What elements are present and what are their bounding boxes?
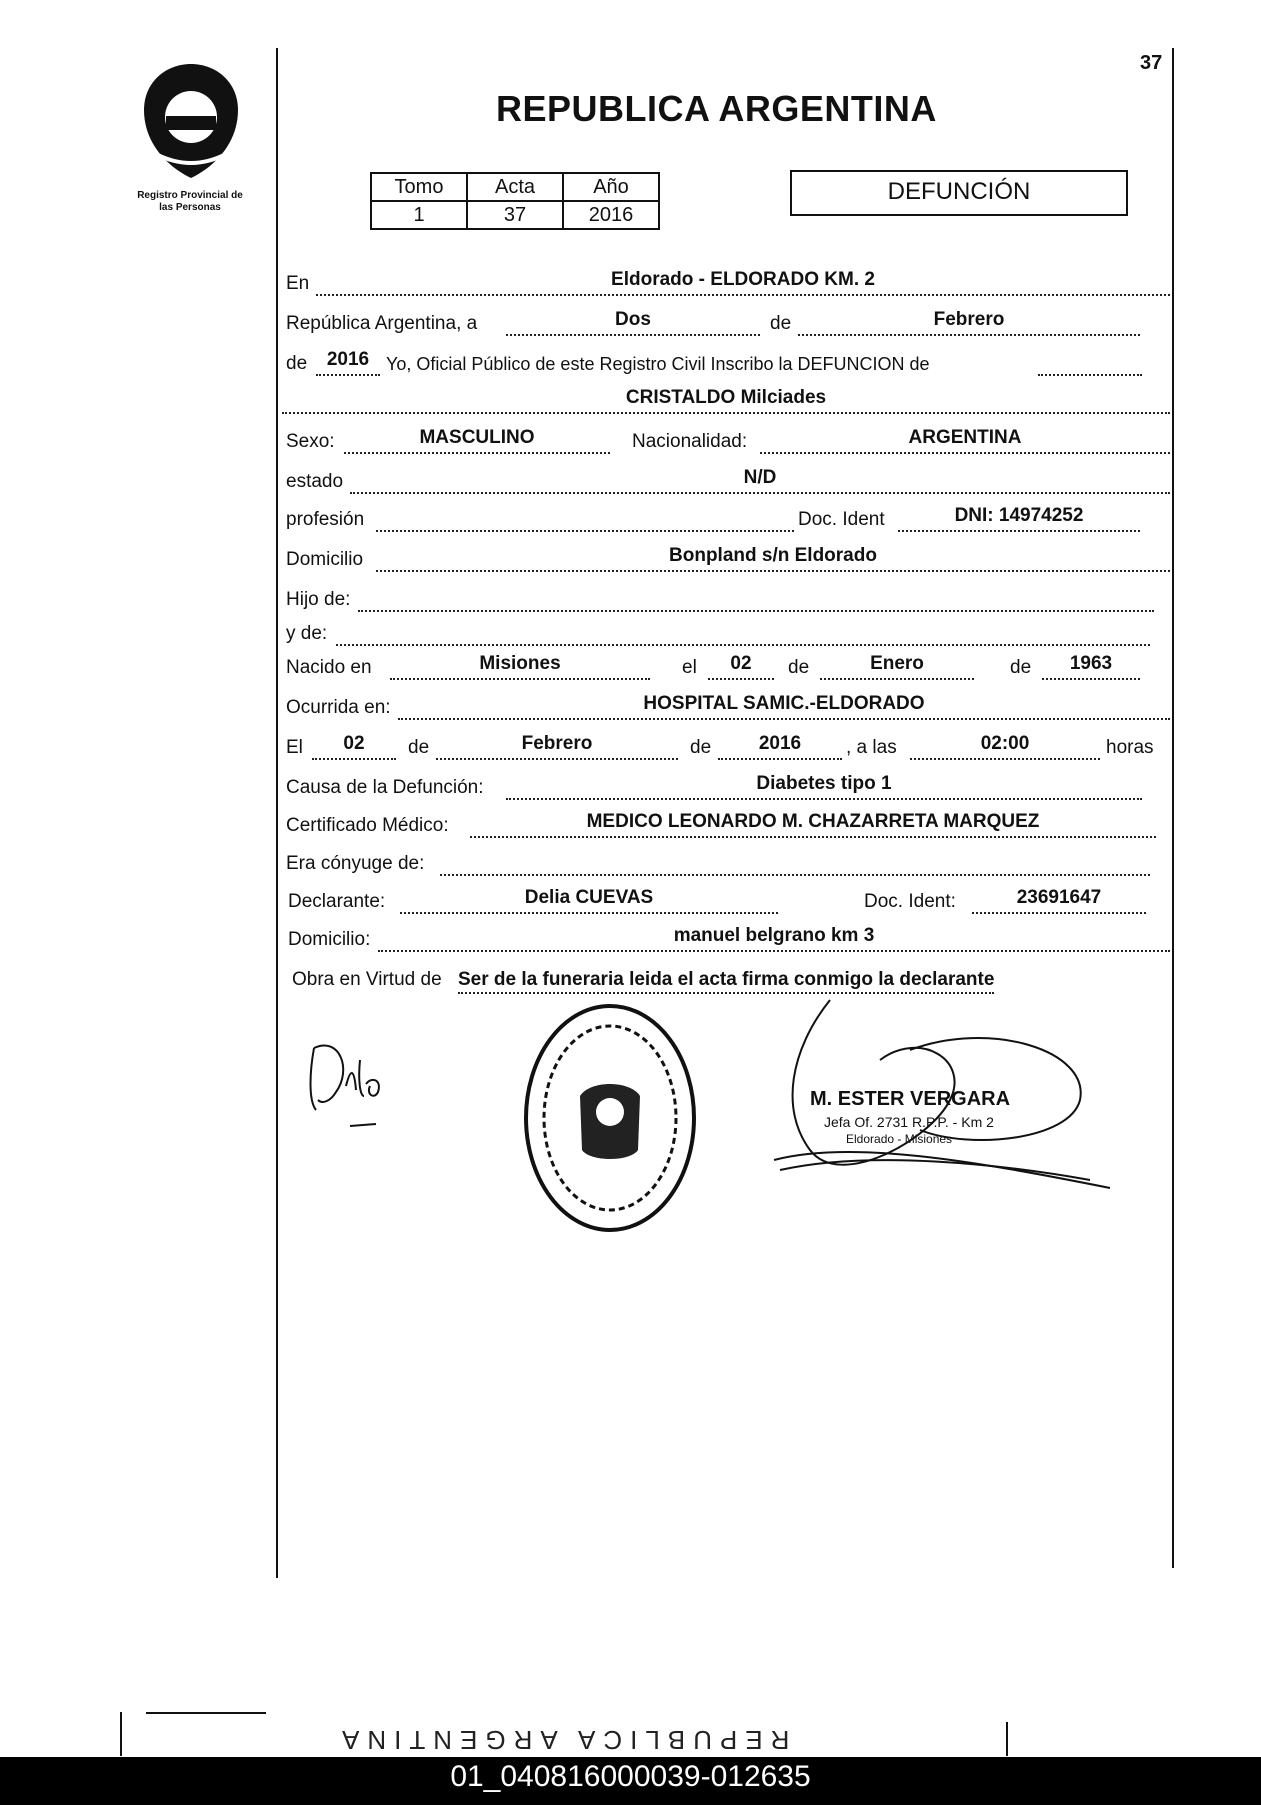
logo-caption [114,190,266,214]
bottom-left-mark [120,1712,122,1756]
value-def-anio: 2016 [758,733,802,754]
label-sexo: Sexo: [286,431,335,452]
field-declarante [400,887,778,914]
label-domicilio: Domicilio [286,549,364,570]
field-oficial-trailing [1038,352,1142,376]
field-nacionalidad [760,427,1170,454]
meta-header-anio: Año [563,173,659,201]
field-nac-dia [708,653,774,680]
label-domicilio2: Domicilio: [288,929,371,950]
field-hijo [358,588,1154,612]
value-estado: N/D [743,467,777,488]
value-en: Eldorado - ELDORADO KM. 2 [611,269,875,290]
field-def-hora [910,733,1100,760]
field-dia [506,309,760,336]
value-def-hora: 02:00 [980,733,1030,754]
text-oficial: Yo, Oficial Público de este Registro Civil Inscribo la DEFUNCION de [386,354,930,374]
page-title: REPUBLICA ARGENTINA [496,88,937,129]
value-domicilio: Bonpland s/n Eldorado [669,545,877,566]
left-margin-line [276,48,278,1578]
label-profesion: profesión [286,509,365,530]
coat-of-arms-logo [136,62,246,180]
label-de6: de [690,737,712,758]
value-declarante: Delia CUEVAS [524,887,654,908]
field-en [316,269,1170,296]
label-horas: horas [1106,737,1154,758]
field-profesion [376,508,794,532]
value-nac-anio: 1963 [1069,653,1113,674]
value-nac-mes: Enero [870,653,924,674]
record-meta-table [370,172,660,230]
label-doc: Doc. Ident [798,509,885,530]
label-de: de [770,313,792,334]
label-el: el [682,657,697,678]
meta-value-acta: 37 [467,201,563,229]
official-signature-stamp [770,990,1120,1210]
label-el2: El [286,737,303,758]
label-doc2: Doc. Ident: [864,891,956,912]
mirrored-bleed-text: REPUBLICA ARGENTINA [334,1725,790,1755]
label-nacido: Nacido en [286,657,372,678]
stamp-location: Eldorado - Misiones [846,1132,953,1146]
value-nacionalidad: ARGENTINA [908,427,1022,448]
meta-header-tomo: Tomo [371,173,467,201]
field-certificado [470,811,1156,838]
field-conyuge [440,852,1150,876]
field-nac-mes [820,653,974,680]
logo-caption-line2: las Personas [159,202,221,213]
field-domicilio2 [378,925,1170,952]
field-causa [506,773,1142,800]
value-obra: Ser de la funeraria leida el acta firma conmigo la declarante [458,968,994,994]
label-obra: Obra en Virtud de [292,969,442,990]
label-de5: de [408,737,430,758]
bottom-right-mark [1006,1722,1008,1756]
field-ocurrida [398,693,1170,720]
field-domicilio [376,545,1170,572]
label-causa: Causa de la Defunción: [286,777,484,798]
registry-seal [520,1000,700,1236]
label-de4: de [1010,657,1032,678]
value-mes: Febrero [933,309,1005,330]
label-hijo: Hijo de: [286,589,351,610]
field-def-anio [718,733,842,760]
value-anio: 2016 [326,349,370,370]
stamp-name: M. ESTER VERGARA [810,1088,1011,1110]
value-causa: Diabetes tipo 1 [756,773,892,794]
label-certificado: Certificado Médico: [286,815,449,836]
label-en: En [286,273,310,294]
label-yde: y de: [286,623,328,644]
label-conyuge: Era cónyuge de: [286,853,425,874]
stamp-position: Jefa Of. 2731 R.P.P. - Km 2 [824,1114,994,1130]
document-type-box: DEFUNCIÓN [790,170,1128,216]
label-estado: estado [286,471,344,492]
document-id: 01_040816000039-012635 [450,1760,811,1793]
value-nombre: CRISTALDO Milciades [625,387,827,408]
field-def-mes [436,733,678,760]
field-sexo [344,427,610,454]
field-anio [316,349,380,376]
field-mes [798,309,1140,336]
label-de3: de [788,657,810,678]
value-doc2: 23691647 [1016,887,1102,908]
field-nombre [282,387,1170,414]
value-nacido: Misiones [479,653,561,674]
meta-value-tomo: 1 [371,201,467,229]
value-def-mes: Febrero [521,733,593,754]
field-nac-anio [1042,653,1140,680]
value-domicilio2: manuel belgrano km 3 [673,925,875,946]
right-margin-line [1172,48,1174,1568]
value-sexo: MASCULINO [419,427,535,448]
logo-caption-line1: Registro Provincial de [137,190,243,201]
label-alas: , a las [846,737,897,758]
field-def-dia [312,733,396,760]
label-ocurrida: Ocurrida en: [286,697,391,718]
field-yde [336,622,1150,646]
label-de2: de [286,353,308,374]
label-declarante: Declarante: [288,891,386,912]
value-certificado: MEDICO LEONARDO M. CHAZARRETA MARQUEZ [586,811,1040,832]
value-def-dia: 02 [343,733,365,754]
meta-header-acta: Acta [467,173,563,201]
value-dia: Dos [615,309,651,330]
value-doc: DNI: 14974252 [954,505,1084,526]
meta-value-anio: 2016 [563,201,659,229]
bottom-rule [146,1712,266,1714]
field-nacido [390,653,650,680]
label-republica: República Argentina, a [286,313,478,334]
field-estado [350,467,1170,494]
field-doc2 [972,887,1146,914]
value-nac-dia: 02 [730,653,752,674]
label-nacionalidad: Nacionalidad: [632,431,748,452]
page-number: 37 [1140,52,1163,74]
value-ocurrida: HOSPITAL SAMIC.-ELDORADO [643,693,925,714]
field-doc [898,505,1140,532]
declarant-signature [300,1030,410,1130]
